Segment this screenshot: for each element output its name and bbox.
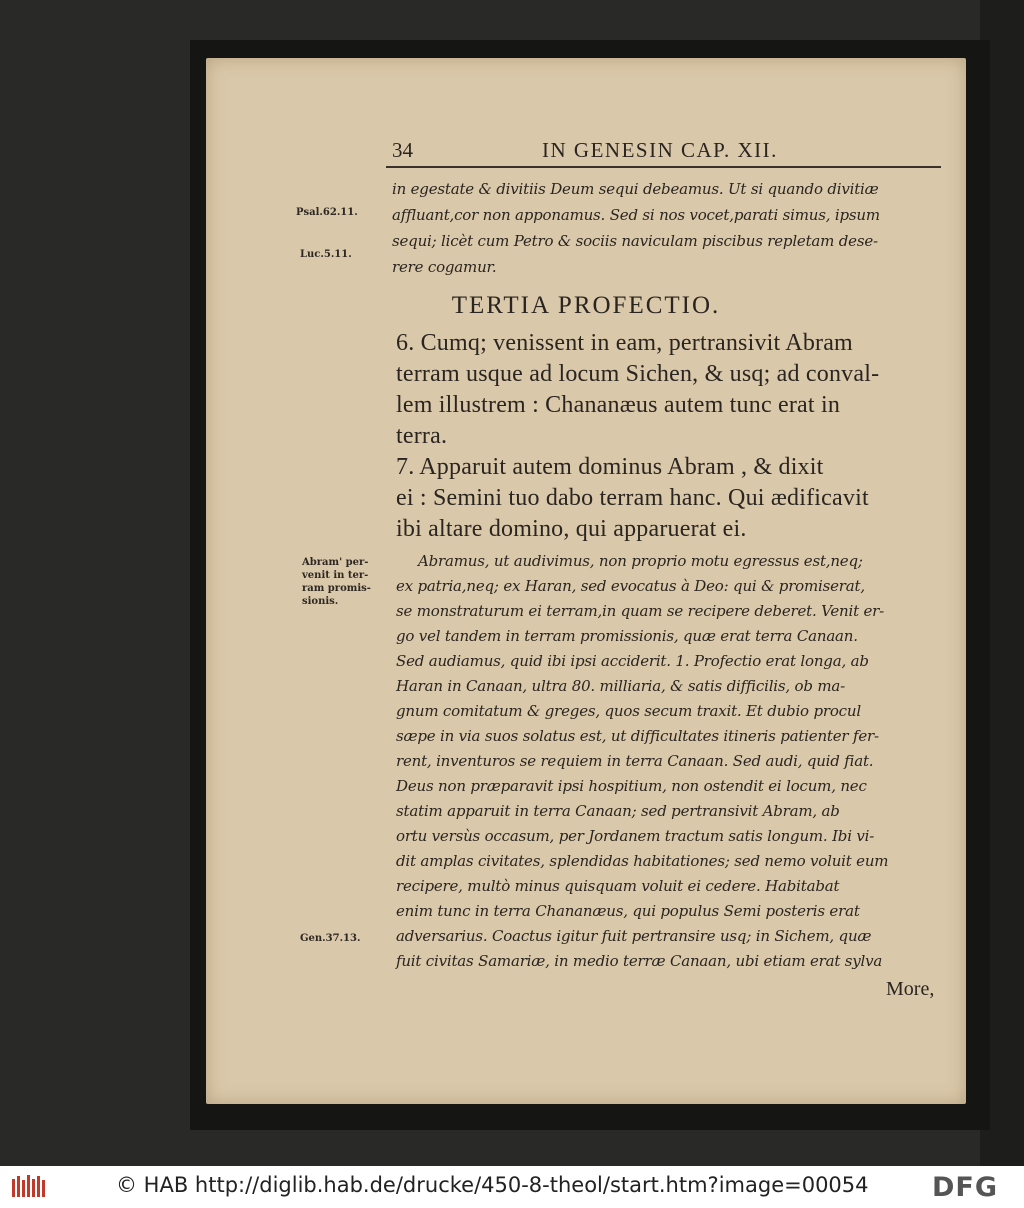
- running-head: IN GENESIN CAP. XII.: [542, 138, 778, 162]
- verse-line: ei : Semini tuo dabo terram hanc. Qui ædificavit: [396, 485, 869, 511]
- text-line: go vel tandem in terram promissionis, quæ erat terra Canaan.: [396, 627, 858, 645]
- text-line: affluant,cor non apponamus. Sed si nos vocet,parati simus, ipsum: [392, 206, 880, 224]
- marginal-note: Abram' per- venit in ter- ram promis- sionis.: [302, 557, 371, 607]
- text-line: in egestate & divitiis Deum sequi debeamus. Ut si quando divitiæ: [392, 180, 879, 198]
- verse-line: 7. Apparuit autem dominus Abram , & dixit: [396, 454, 824, 480]
- text-line: rent, inventuros se requiem in terra Canaan. Sed audi, quid fiat.: [396, 752, 874, 770]
- hab-logo-icon: [10, 1173, 48, 1201]
- text-line: se monstraturum ei terram,in quam se recipere deberet. Venit er-: [396, 602, 885, 620]
- text-line: ortu versùs occasum, per Jordanem tractum satis longum. Ibi vi-: [396, 827, 875, 845]
- marginal-note: Gen.37.13.: [300, 933, 361, 944]
- verse-line: terram usque ad locum Sichen, & usq; ad conval-: [396, 361, 880, 387]
- text-line: sæpe in via suos solatus est, ut difficultates itineris patienter fer-: [396, 727, 879, 745]
- text-line: Deus non præparavit ipsi hospitium, non ostendit ei locum, nec: [396, 777, 867, 795]
- text-line: gnum comitatum & greges, quos secum traxit. Et dubio procul: [396, 702, 861, 720]
- text-line: Abramus, ut audivimus, non proprio motu egressus est,neq;: [418, 552, 863, 570]
- text-line: adversarius. Coactus igitur fuit pertransire usq; in Sichem, quæ: [396, 927, 872, 945]
- text-line: recipere, multò minus quisquam voluit ei cedere. Habitabat: [396, 877, 840, 895]
- text-line: Haran in Canaan, ultra 80. milliaria, & satis difficilis, ob ma-: [396, 677, 845, 695]
- catchword: More,: [886, 978, 935, 1000]
- verse-line: 6. Cumq; venissent in eam, pertransivit Abram: [396, 330, 853, 356]
- text-line: sequi; licèt cum Petro & sociis naviculam piscibus repletam dese-: [392, 232, 878, 250]
- verse-line: lem illustrem : Chananæus autem tunc erat in: [396, 392, 841, 418]
- text-line: dit amplas civitates, splendidas habitationes; sed nemo voluit eum: [396, 852, 889, 870]
- text-line: fuit civitas Samariæ, in medio terræ Canaan, ubi etiam erat sylva: [396, 952, 883, 970]
- footer-bar: [0, 1166, 1024, 1208]
- header-rule: [386, 166, 941, 168]
- dfg-logo: DFG: [932, 1172, 999, 1203]
- marginal-note: Luc.5.11.: [300, 249, 352, 260]
- text-line: ex patria,neq; ex Haran, sed evocatus à Deo: qui & promiserat,: [396, 577, 865, 595]
- book-page: [206, 58, 966, 1104]
- text-line: rere cogamur.: [392, 258, 497, 276]
- page-number: 34: [392, 138, 413, 162]
- verse-line: ibi altare domino, qui apparuerat ei.: [396, 516, 747, 542]
- source-link[interactable]: © HAB http://diglib.hab.de/drucke/450-8-theol/start.htm?image=00054: [116, 1173, 869, 1197]
- text-line: Sed audiamus, quid ibi ipsi acciderit. 1. Profectio erat longa, ab: [396, 652, 869, 670]
- section-heading: TERTIA PROFECTIO.: [451, 292, 721, 319]
- text-line: enim tunc in terra Chananæus, qui populus Semi posteris erat: [396, 902, 860, 920]
- text-line: statim apparuit in terra Canaan; sed pertransivit Abram, ab: [396, 802, 840, 820]
- verse-line: terra.: [396, 423, 448, 449]
- marginal-note: Psal.62.11.: [296, 207, 358, 218]
